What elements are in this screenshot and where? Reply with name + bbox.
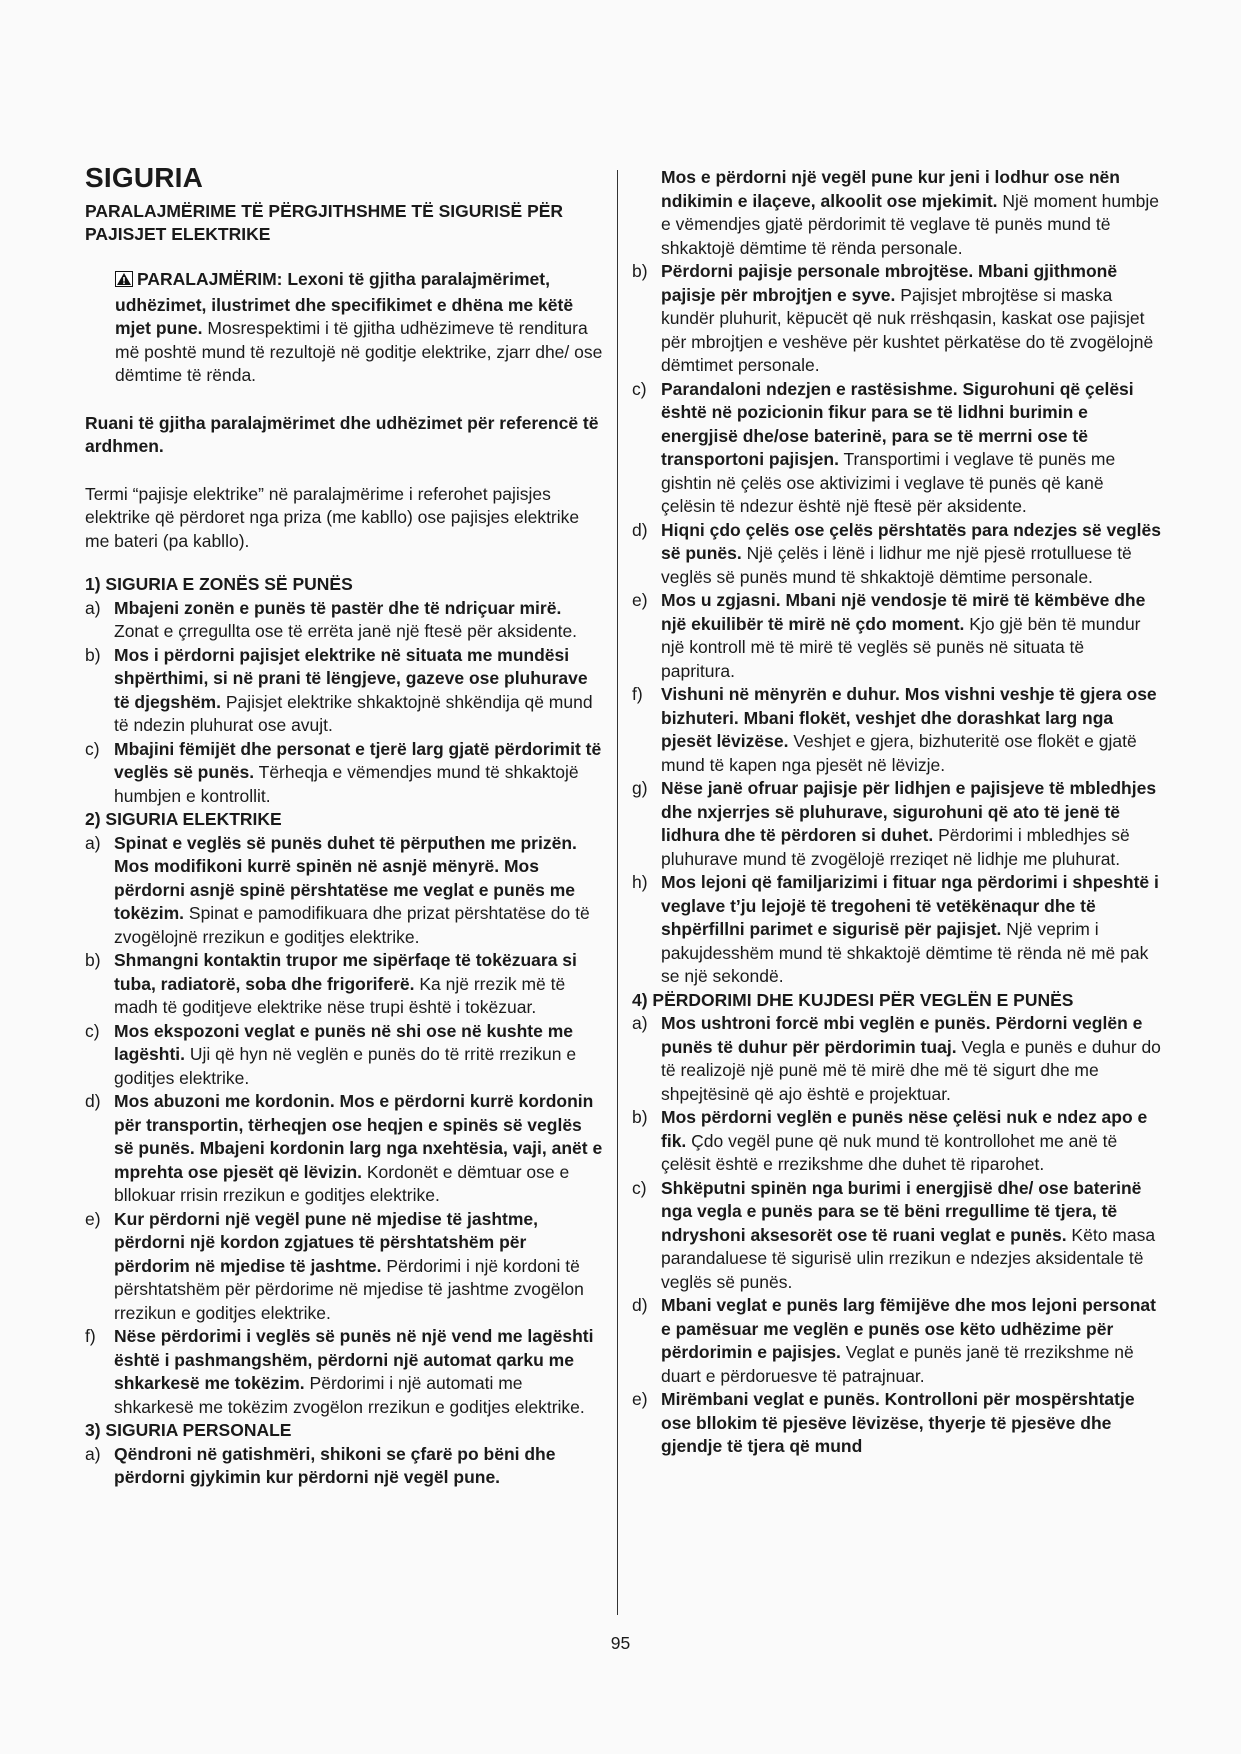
section-heading-electrical: 2) SIGURIA ELEKTRIKE (85, 809, 282, 829)
list-item: e) Kur përdorni një vegël pune në mjedise të jashtme, përdorni një kordon zgjatues të përshtatshëm për përdorim në mjedise të jashtme. Përdorimi i një kordoni të përshtatshëm për përdorime në mjedise të jashtme zvogëlon rrezikun e goditjes elektrike. (85, 1208, 584, 1323)
section-heading-tool-use-care: 4) PËRDORIMI DHE KUJDESI PËR VEGLËN E PUNËS (632, 989, 1074, 1010)
list-item: b) Përdorni pajisje personale mbrojtëse. Mbani gjithmonë pajisje për mbrojtjen e syve. Pajisjet mbrojtëse si maska kundër pluhurit, këpucët që nuk rrëshqasin, kaskat ose pajisjet për mbrojtjen e veshëve për kushtet përkatëse do të zvogëlojnë dëmtimet personale. (632, 261, 1154, 375)
list-item: c) Mos ekspozoni veglat e punës në shi ose në kushte me lagështi. Uji që hyn në veglën e punës do të rritë rrezikun e goditjes elektrike. (85, 1020, 577, 1088)
save-instructions-note: Ruani të gjitha paralajmërimet dhe udhëzimet për referencë të ardhmen. (85, 412, 599, 456)
list-item: f) Vishuni në mënyrën e duhur. Mos vishni veshje të gjera ose bizhuteri. Mbani flokët, veshjet dhe dorashkat larg nga pjesët lëvizëse. Veshjet e gjera, bizhuteritë ose flokët e gjatë mund të kapen nga pjesët në lëvizje. (632, 684, 1157, 775)
list-item: a) Spinat e veglës së punës duhet të përputhen me prizën. Mos modifikoni kurrë spinën në asnjë mënyrë. Mos përdorni asnjë spinë përshtatëse me veglat e punës me tokëzim. Spinat e pamodifikuara dhe prizat përshtatëse do të zvogëlojnë rrezikun e goditjes elektrike. (85, 832, 590, 947)
term-definition-note: Termi “pajisje elektrike” në paralajmërime i referohet pajisjes elektrike që përdoret nga priza (me kabllo) ose pajisjes elektrike me bateri (pa kabllo). (85, 483, 580, 551)
list-item: c) Mbajini fëmijët dhe personat e tjerë larg gjatë përdorimit të veglës së punës. Tërheqja e vëmendjes mund të shkaktojë humbjen e kontrollit. (85, 738, 602, 806)
list-item: f) Nëse përdorimi i veglës së punës në një vend me lagështi është i pashmangshëm, përdorni një automat qarku me shkarkesë me tokëzim. Përdorimi i një automati me shkarkesë me tokëzim zvogëlon rrezikun e goditjes elektrike. (85, 1326, 594, 1417)
general-warning (85, 268, 605, 388)
list-item: g) Nëse janë ofruar pajisje për lidhjen e pajisjeve të mbledhjes dhe nxjerrjes së pluhurave, sigurohuni që ato të jenë të lidhura dhe të përdoren si duhet. Përdorimi i mbledhjes së pluhurave mund të zvogëlojë rreziqet në lidhje me pluhurat. (632, 778, 1157, 869)
list-item: d) Mos abuzoni me kordonin. Mos e përdorni kurrë kordonin për transportin, tërheqjen ose heqjen e spinës së veglës së punës. Mbajeni kordonin larg nga nxehtësia, vaji, anët e mprehta ose pjesët që lëvizin. Kordonët e dëmtuar ose e bllokuar rrisin rrezikun e goditjes elektrike. (85, 1091, 603, 1205)
list-item: b) Mos përdorni veglën e punës nëse çelësi nuk e ndez apo e fik. Çdo vegël pune që nuk mund të kontrollohet me anë të çelësit është e rrezikshme dhe duhet të riparohet. (632, 1107, 1148, 1174)
warning-bold-text: PARALAJMËRIM: Lexoni të gjitha paralajmërimet, udhëzimet, ilustrimet dhe specifikimet e dhëna me këtë mjet pune. (115, 269, 574, 338)
list-item: d) Hiqni çdo çelës ose çelës përshtatës para ndezjes së veglës së punës. Një çelës i lënë i lidhur me një pjesë rrotulluese të veglës së punës mund të shkaktojë dëmtime personale. (632, 519, 1161, 587)
list-item: e) Mos u zgjasni. Mbani një vendosje të mirë të këmbëve dhe një ekuilibër të mirë në çdo moment. Kjo gjë bën të mundur një kontroll më të mirë të veglës së punës në situata të papritura. (632, 590, 1146, 681)
list-item: a) Mos ushtroni forcë mbi veglën e punës. Përdorni veglën e punës të duhur për përdorimin tuaj. Vegla e punës e duhur do të realizojë një punë më të mirë dhe më të sigurt dhe me shpejtësinë që ajo është e projektuar. (632, 1013, 1161, 1104)
list-item: a) Mbajeni zonën e punës të pastër dhe të ndriçuar mirë. Zonat e çrregullta ose të errëta janë një ftesë për aksidente. (85, 597, 578, 641)
warning-triangle-icon (115, 270, 133, 294)
list-item: c) Shkëputni spinën nga burimi i energjisë dhe/ ose baterinë nga vegla e punës para se të bëni rregullime të tjera, të ndryshoni aksesorët ose të ruani veglat e punës. Këto masa parandaluese të sigurisë ulin rrezikun e ndezjes aksidentale të veglës së punës. (632, 1177, 1156, 1292)
list-item: a) Qëndroni në gatishmëri, shikoni se çfarë po bëni dhe përdorni gjykimin kur përdorni një vegël pune. (85, 1443, 556, 1487)
section-heading-work-area: 1) SIGURIA E ZONËS SË PUNËS (85, 574, 353, 594)
list-item-continued: Mos e përdorni një vegël pune kur jeni i lodhur ose nën ndikimin e ilaçeve, alkoolit ose mjekimit. Një moment humbje e vëmendjes gjatë përdorimit të veglave të punës mund të shkaktojë dëmtime të rënda personale. (661, 167, 1159, 258)
list-item: e) Mirëmbani veglat e punës. Kontrolloni për mospërshtatje ose bllokim të pjesëve lëvizëse, thyerje të pjesëve dhe gjendje të tjera që mund (632, 1389, 1135, 1456)
section-heading-personal: 3) SIGURIA PERSONALE (85, 1420, 292, 1440)
page-title: SIGURIA (85, 162, 204, 193)
right-column (632, 166, 1162, 1459)
list-item: b) Shmangni kontaktin trupor me sipërfaqe të tokëzuara si tuba, radiatorë, soba dhe frigoriferë. Ka një rrezik më të madh të goditjeve elektrike nëse trupi është i tokëzuar. (85, 950, 577, 1017)
page-subtitle: PARALAJMËRIME TË PËRGJITHSHME TË SIGURISË PËR PAJISJET ELEKTRIKE (85, 201, 564, 244)
left-column (85, 162, 605, 1490)
list-item: h) Mos lejoni që familjarizimi i fituar nga përdorimi i shpeshtë i veglave t’ju lejojë të tregoheni të vetëkënaqur dhe të shpërfillni parimet e sigurisë për pajisjet. Një veprim i pakujdesshëm mund të shkaktojë dëmtime të rënda në më pak se një sekondë. (632, 872, 1159, 986)
page-number: 95 (610, 1633, 631, 1653)
list-item: d) Mbani veglat e punës larg fëmijëve dhe mos lejoni personat e pamësuar me veglën e punës ose këto udhëzime për përdorimin e pajisjes. Veglat e punës janë të rrezikshme në duart e përdoruesve të patrajnuar. (632, 1295, 1156, 1386)
warning-text: Mosrespektimi i të gjitha udhëzimeve të renditura më poshtë mund të rezultojë në goditje elektrike, zjarr dhe/ ose dëmtime të rënda. (115, 318, 603, 385)
column-divider (617, 170, 618, 1615)
list-item: b) Mos i përdorni pajisjet elektrike në situata me mundësi shpërthimi, si në prani të lëngjeve, gazeve ose pluhurave të djegshëm. Pajisjet elektrike shkaktojnë shkëndija që mund të ndezin pluhurat ose avujt. (85, 644, 593, 735)
list-item: c) Parandaloni ndezjen e rastësishme. Sigurohuni që çelësi është në pozicionin fikur para se të lidhni burimin e energjisë dhe/ose baterinë, para se të merrni ose të transportoni pajisjen. Transportimi i veglave të punës me gishtin në çelës ose aktivizimi i veglave të punës që kanë çelësin të ndezur është një ftesë për aksidente. (632, 378, 1134, 516)
